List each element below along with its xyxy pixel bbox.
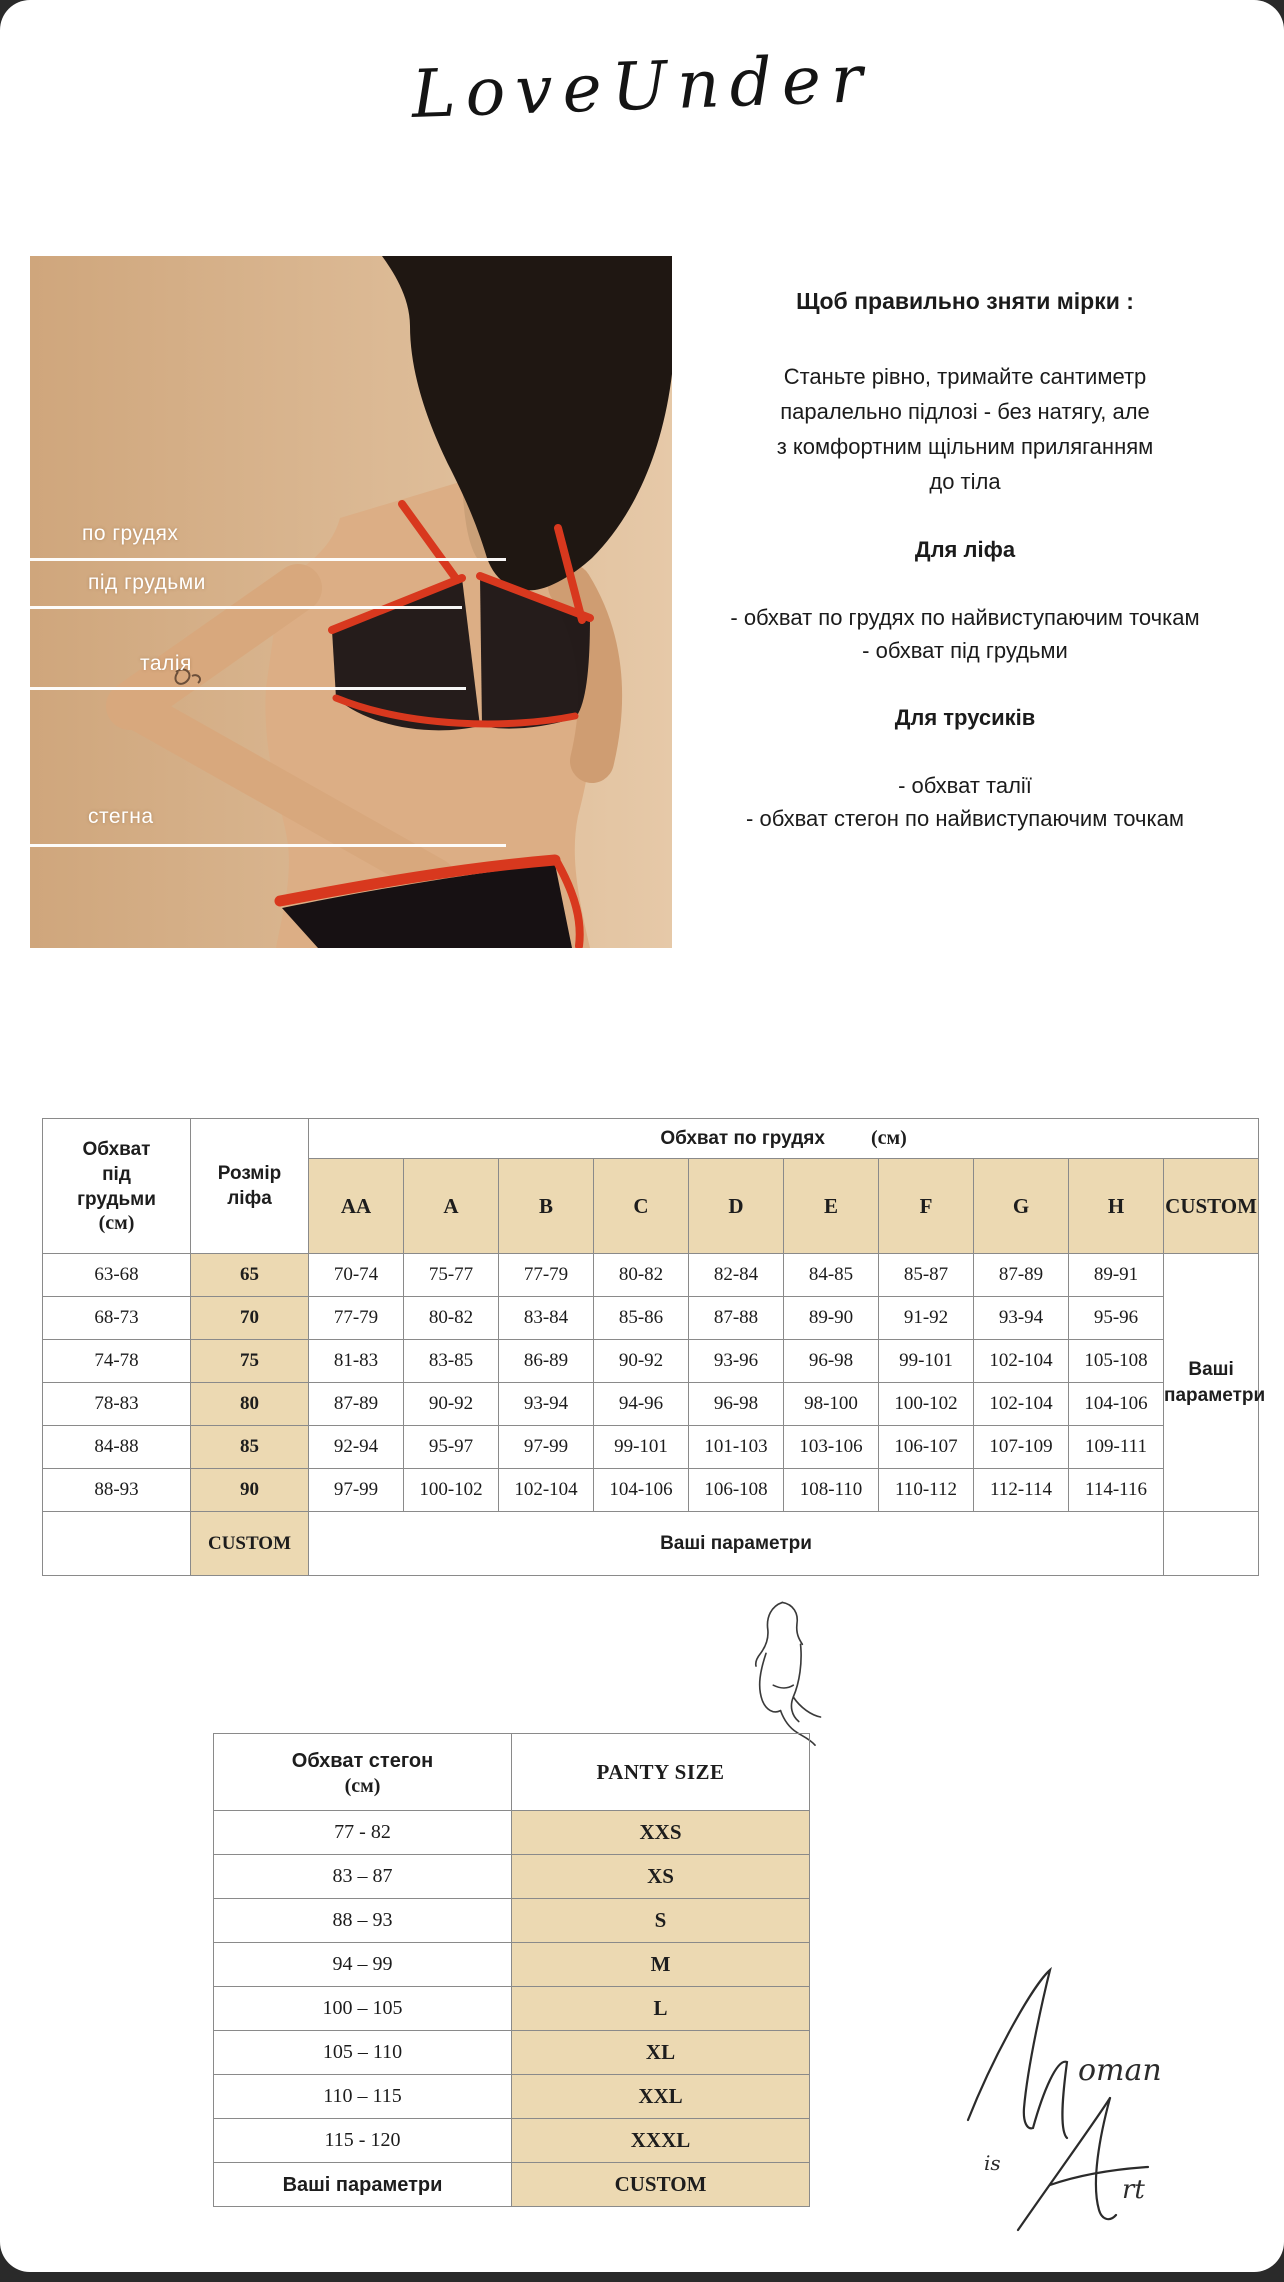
custom-row [214,2163,810,2207]
bust-range: 114-116 [1069,1469,1164,1512]
panty-section-title: Для трусиків [894,705,1036,730]
bust-range: 101-103 [689,1426,784,1469]
your-params-column: Ваші параметри [1164,1254,1259,1512]
bust-range: 77-79 [309,1297,404,1340]
underbust-range: 78-83 [43,1383,191,1426]
cup-header-c: C [594,1159,689,1254]
bust-range: 91-92 [879,1297,974,1340]
bust-header: Обхват по грудях [660,1128,825,1149]
table-row [214,1943,810,1987]
panty-size: S [512,1899,810,1943]
cup-header-h: H [1069,1159,1164,1254]
bust-range: 100-102 [879,1383,974,1426]
bust-range: 84-85 [784,1254,879,1297]
custom-row [43,1512,1259,1576]
custom-size-cell: CUSTOM [191,1512,309,1576]
bust-range: 109-111 [1069,1426,1164,1469]
bust-range: 108-110 [784,1469,879,1512]
measure-label-underbust: під грудьми [88,571,206,594]
underbust-unit: (см) [98,1212,135,1234]
bust-range: 87-89 [309,1383,404,1426]
brand-logo: LoveUnder [410,39,874,134]
bust-range: 93-94 [974,1297,1069,1340]
bust-range: 97-99 [309,1469,404,1512]
cup-header-custom: CUSTOM [1164,1159,1259,1254]
bust-range: 89-91 [1069,1254,1164,1297]
underbust-range: 63-68 [43,1254,191,1297]
bust-range: 94-96 [594,1383,689,1426]
bust-range: 112-114 [974,1469,1069,1512]
signature-word-is: is [984,2151,1001,2175]
bust-range: 90-92 [594,1340,689,1383]
table-row [214,1899,810,1943]
bust-range: 83-85 [404,1340,499,1383]
bust-range: 80-82 [404,1297,499,1340]
panty-measure-points: - обхват талії - обхват стегон по найвиступаючим точкам [746,773,1184,831]
hips-range: 100 – 105 [214,1987,512,2031]
band-size: 80 [191,1383,309,1426]
measure-label-waist: талія [140,652,192,675]
bust-range: 97-99 [499,1426,594,1469]
cup-header-b: B [499,1159,594,1254]
band-size: 85 [191,1426,309,1469]
model-photo [30,256,672,948]
hips-range: 105 – 110 [214,2031,512,2075]
bust-range: 102-104 [499,1469,594,1512]
table-row [214,1855,810,1899]
bust-range: 96-98 [784,1340,879,1383]
panty-size-header: PANTY SIZE [512,1734,810,1811]
hips-range: 88 – 93 [214,1899,512,1943]
bust-range: 110-112 [879,1469,974,1512]
bust-range: 81-83 [309,1340,404,1383]
hips-header-cell [214,1734,512,1811]
measuring-instructions [655,288,1275,835]
instructions-intro: Станьте рівно, тримайте сантиметр паралельно підлозі - без натягу, але з комфортним щільним приляганням до тіла [776,364,1154,494]
panty-size: L [512,1987,810,2031]
empty-cell [1164,1512,1259,1576]
bust-range: 82-84 [689,1254,784,1297]
custom-params-cell: Ваші параметри [214,2163,512,2207]
bust-span-header-cell [309,1119,1259,1159]
custom-size-cell: CUSTOM [512,2163,810,2207]
table-row [214,1811,810,1855]
bust-range: 95-97 [404,1426,499,1469]
bust-range: 102-104 [974,1340,1069,1383]
band-size: 75 [191,1340,309,1383]
panty-size: XXS [512,1811,810,1855]
band-size: 70 [191,1297,309,1340]
bust-range: 70-74 [309,1254,404,1297]
bust-range: 104-106 [1069,1383,1164,1426]
bust-range: 102-104 [974,1383,1069,1426]
empty-cell [43,1512,191,1576]
bust-range: 104-106 [594,1469,689,1512]
underbust-range: 74-78 [43,1340,191,1383]
table-row [43,1383,1259,1426]
bra-measure-points: - обхват по грудях по найвиступаючим точкам - обхват під грудьми [730,605,1200,663]
woman-figure-sketch [726,1592,826,1752]
bust-range: 93-96 [689,1340,784,1383]
table-row [43,1469,1259,1512]
bust-range: 100-102 [404,1469,499,1512]
bra-section-title: Для ліфа [914,537,1016,562]
instructions-title: Щоб правильно зняти мірки : [796,288,1134,314]
table-row [43,1426,1259,1469]
panty-size: XXXL [512,2119,810,2163]
underbust-header-cell [43,1119,191,1254]
table-row [43,1340,1259,1383]
cup-header-f: F [879,1159,974,1254]
panty-size: XL [512,2031,810,2075]
bust-range: 96-98 [689,1383,784,1426]
measure-line-bust [30,558,506,561]
bust-range: 103-106 [784,1426,879,1469]
bra-size-header: Розмір ліфа [217,1163,282,1209]
bust-range: 99-101 [879,1340,974,1383]
bust-range: 90-92 [404,1383,499,1426]
panty-size: M [512,1943,810,1987]
bust-range: 89-90 [784,1297,879,1340]
hips-unit: (см) [344,1774,381,1797]
bust-range: 105-108 [1069,1340,1164,1383]
measure-label-hips: стегна [88,805,154,828]
bust-range: 87-88 [689,1297,784,1340]
bust-range: 86-89 [499,1340,594,1383]
table-row [214,2031,810,2075]
underbust-range: 88-93 [43,1469,191,1512]
bust-unit: (см) [870,1127,907,1149]
hips-range: 77 - 82 [214,1811,512,1855]
measure-line-waist [30,687,466,690]
table-row [214,2075,810,2119]
bust-range: 75-77 [404,1254,499,1297]
custom-params-cell: Ваші параметри [309,1512,1164,1576]
bust-range: 98-100 [784,1383,879,1426]
panty-size: XXL [512,2075,810,2119]
table-row [214,2119,810,2163]
woman-is-art-signature [950,1930,1230,2250]
letter-w-stroke [968,1970,1067,2138]
measure-line-hips [30,844,506,847]
bust-range: 83-84 [499,1297,594,1340]
underbust-header: Обхват під грудьми [77,1139,156,1210]
cup-header-a: A [404,1159,499,1254]
bust-range: 106-108 [689,1469,784,1512]
panty-size: XS [512,1855,810,1899]
hips-range: 110 – 115 [214,2075,512,2119]
cup-header-d: D [689,1159,784,1254]
bust-range: 95-96 [1069,1297,1164,1340]
bust-range: 85-87 [879,1254,974,1297]
hips-range: 94 – 99 [214,1943,512,1987]
signature-word-oman: oman [1078,2053,1162,2088]
bust-range: 106-107 [879,1426,974,1469]
panty-size-table [213,1733,810,2207]
measure-line-underbust [30,606,462,609]
signature-word-rt: rt [1122,2175,1145,2205]
hips-header: Обхват стегон [291,1749,434,1772]
hips-range: 115 - 120 [214,2119,512,2163]
underbust-range: 84-88 [43,1426,191,1469]
table-row [43,1297,1259,1340]
bust-range: 107-109 [974,1426,1069,1469]
underbust-range: 68-73 [43,1297,191,1340]
bra-size-table [42,1118,1266,1576]
bust-range: 99-101 [594,1426,689,1469]
measure-label-bust: по грудях [82,522,179,545]
cup-header-e: E [784,1159,879,1254]
cup-header-aa: AA [309,1159,404,1254]
bust-range: 87-89 [974,1254,1069,1297]
table-row [214,1987,810,2031]
band-size: 90 [191,1469,309,1512]
bust-range: 77-79 [499,1254,594,1297]
bra-size-header-cell [191,1119,309,1254]
bust-range: 93-94 [499,1383,594,1426]
hips-range: 83 – 87 [214,1855,512,1899]
bust-range: 92-94 [309,1426,404,1469]
bust-range: 80-82 [594,1254,689,1297]
bust-range: 85-86 [594,1297,689,1340]
table-row [43,1254,1259,1297]
cup-header-g: G [974,1159,1069,1254]
letter-a-stroke [1018,2098,1148,2230]
band-size: 65 [191,1254,309,1297]
